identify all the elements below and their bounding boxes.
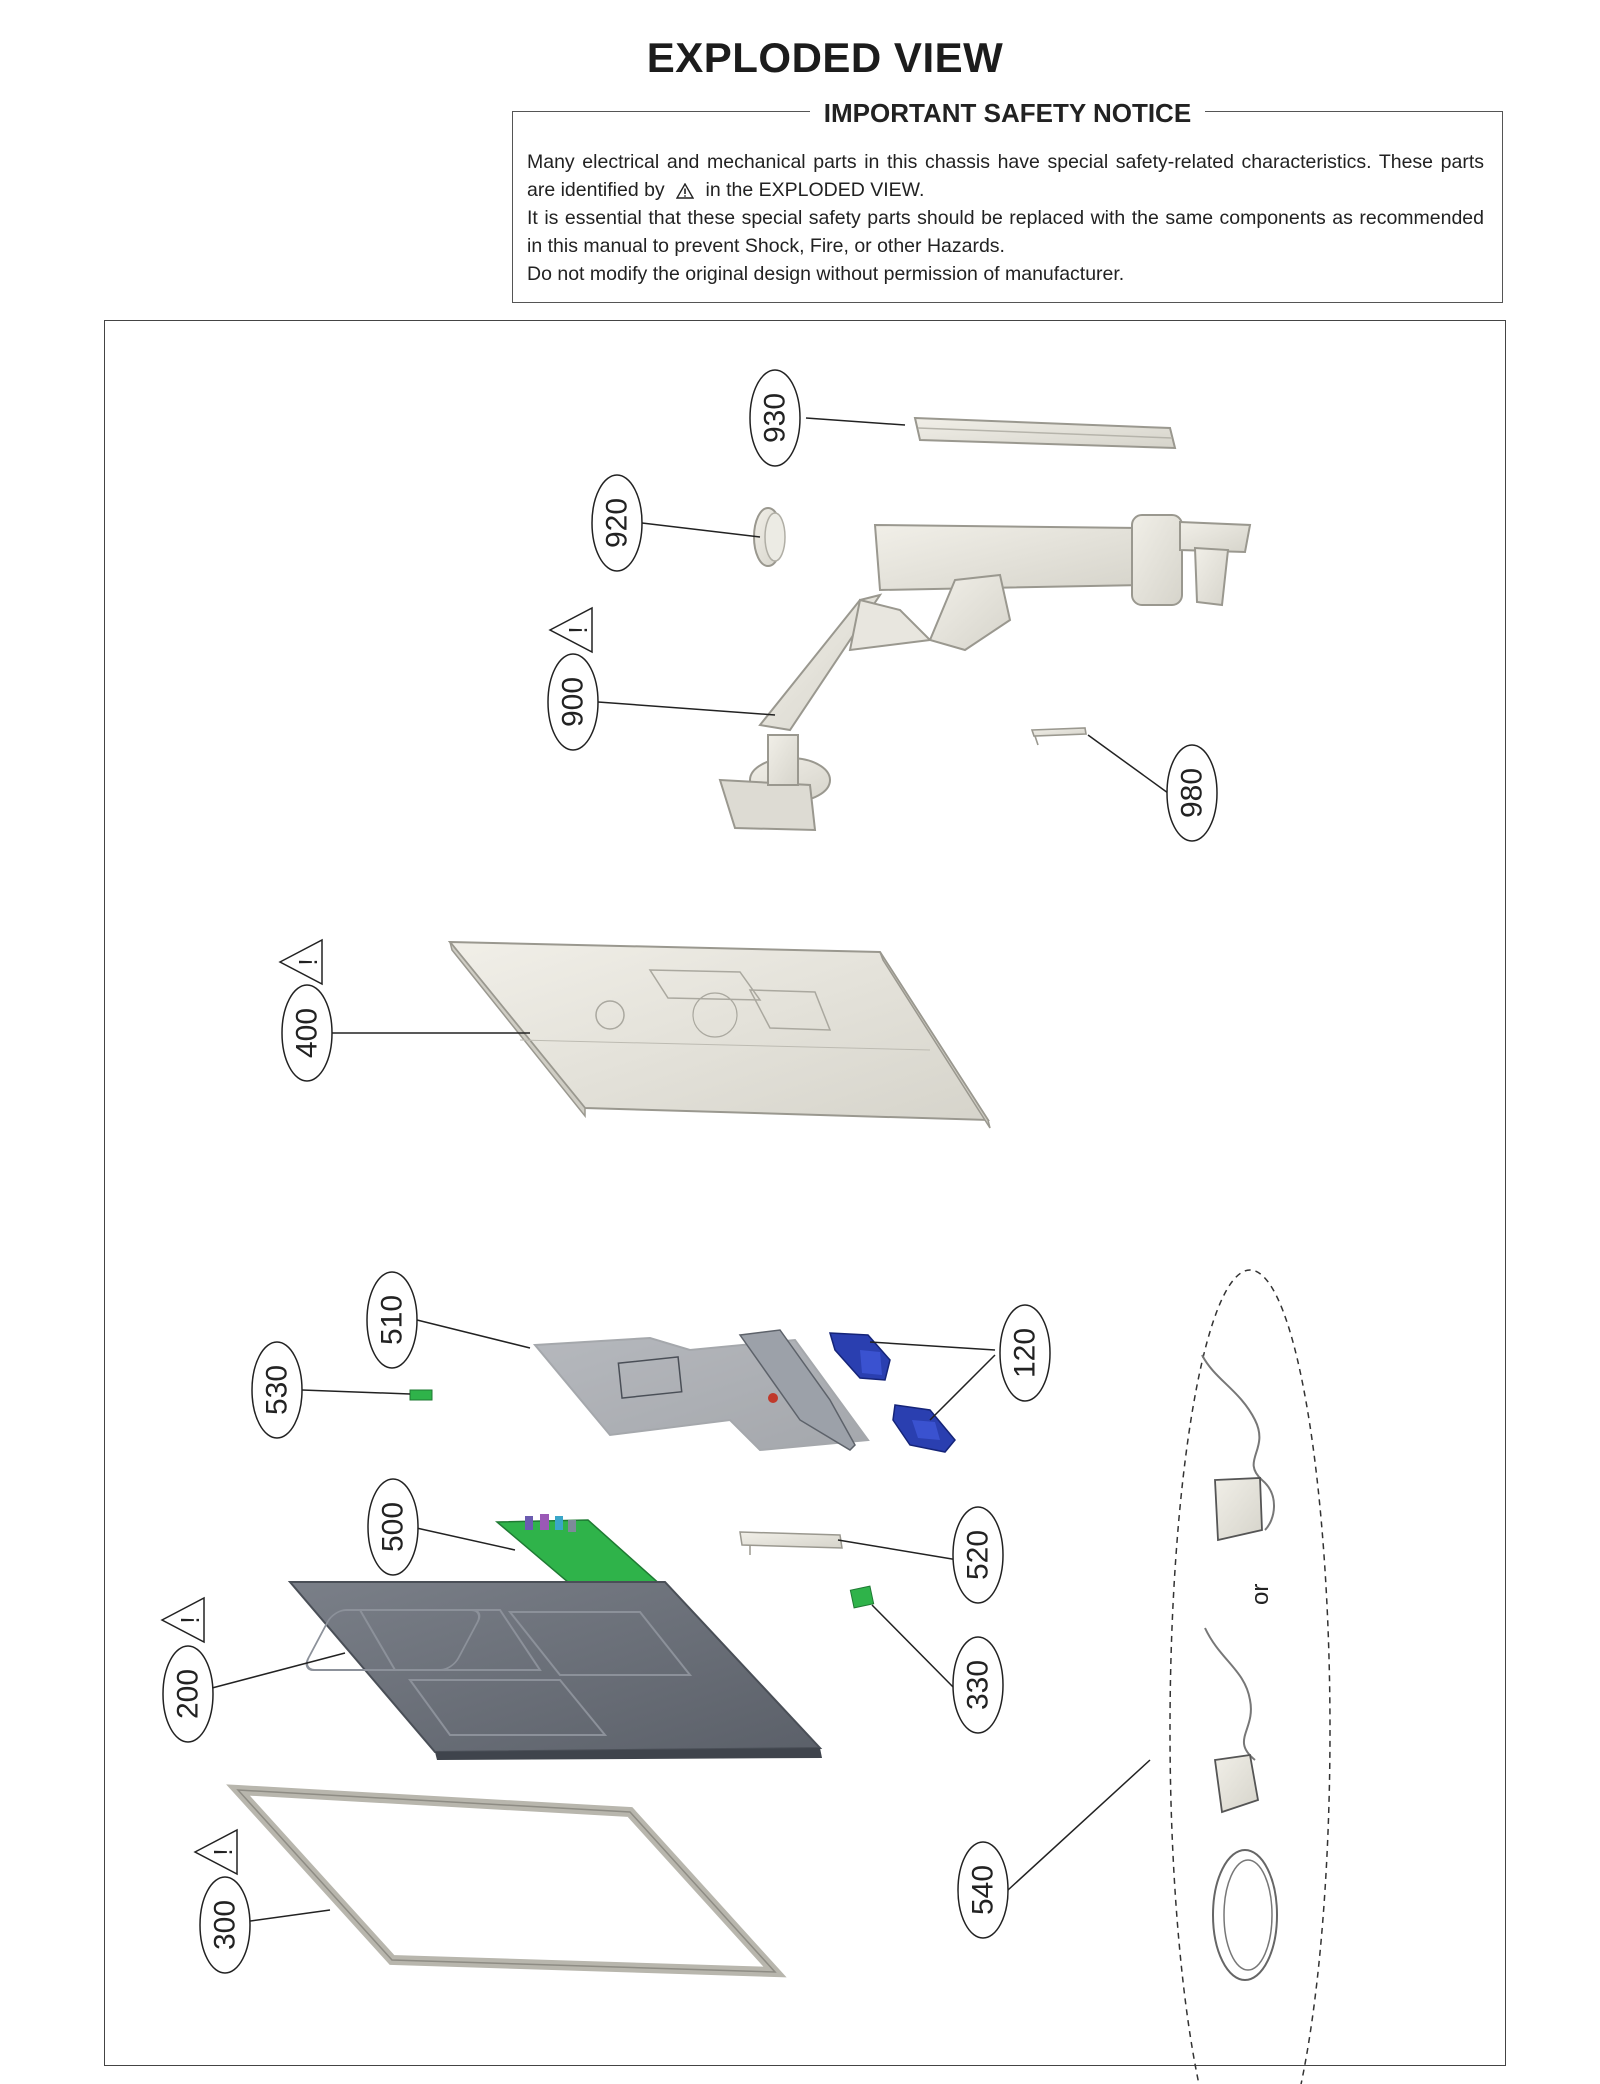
notice-paragraph-2: It is essential that these special safety parts should be replaced with the same components as recommended in this manual to prevent Shock, Fire, or other Hazards. xyxy=(527,207,1484,257)
leader-510 xyxy=(417,1320,530,1348)
callout-980 xyxy=(1167,745,1217,841)
callout-300 xyxy=(200,1877,250,1973)
callout-400 xyxy=(282,985,332,1081)
warning-triangle-icon xyxy=(195,1830,238,1874)
callout-number: 920 xyxy=(600,497,634,549)
safety-mark-glyph: ! xyxy=(293,958,323,966)
callout-number: 540 xyxy=(966,1864,1000,1916)
part-930-cover-drawing xyxy=(915,418,1175,448)
warning-triangle-icon xyxy=(162,1598,205,1642)
part-530-small-board-drawing xyxy=(410,1390,432,1400)
callout-number: 200 xyxy=(171,1668,205,1720)
part-300-frame-drawing xyxy=(238,1790,775,1972)
notice-line1-a: Many electrical and mechanical parts in this chassis have special safety-related characteristics. These parts are identified by xyxy=(527,151,1484,201)
callout-540 xyxy=(958,1842,1008,1938)
callout-200 xyxy=(163,1646,213,1742)
part-330-module-drawing xyxy=(850,1586,873,1608)
leader-500 xyxy=(412,1527,515,1550)
callout-number: 300 xyxy=(208,1899,242,1951)
warning-triangle-icon xyxy=(550,608,593,652)
leader-120a xyxy=(870,1342,995,1350)
part-520-bar-drawing xyxy=(740,1532,842,1555)
page-title: EXPLODED VIEW xyxy=(646,34,1004,81)
callout-number: 980 xyxy=(1175,767,1209,819)
callout-120 xyxy=(1000,1305,1050,1401)
callout-930 xyxy=(750,370,800,466)
or-label: or xyxy=(1247,1583,1274,1605)
callout-number: 520 xyxy=(961,1529,995,1581)
notice-paragraph-3: Do not modify the original design without permission of manufacturer. xyxy=(527,263,1125,285)
safety-mark-glyph: ! xyxy=(175,1616,205,1624)
leader-540 xyxy=(1008,1760,1150,1890)
callout-530 xyxy=(252,1342,302,1438)
callout-500 xyxy=(368,1479,418,1575)
safety-mark-glyph: ! xyxy=(208,1848,238,1856)
callout-920 xyxy=(592,475,642,571)
part-980-clip-drawing xyxy=(1032,728,1086,745)
callout-number: 500 xyxy=(376,1501,410,1553)
callout-number: 930 xyxy=(758,392,792,444)
leader-920 xyxy=(642,523,760,537)
leader-900 xyxy=(598,702,775,715)
leader-520 xyxy=(838,1540,958,1560)
part-510-bracket-drawing xyxy=(535,1330,868,1450)
callout-number: 900 xyxy=(556,676,590,728)
leader-300 xyxy=(243,1910,330,1922)
leader-120b xyxy=(930,1355,995,1420)
leader-980 xyxy=(1088,735,1168,793)
safety-mark-glyph: ! xyxy=(563,626,593,634)
callout-number: 530 xyxy=(260,1364,294,1416)
warning-triangle-icon xyxy=(280,940,323,984)
leader-330 xyxy=(872,1605,958,1692)
callout-900 xyxy=(548,654,598,750)
callout-330 xyxy=(953,1637,1003,1733)
callout-520 xyxy=(953,1507,1003,1603)
callout-number: 510 xyxy=(375,1294,409,1346)
callout-number: 120 xyxy=(1008,1327,1042,1379)
leader-930 xyxy=(806,418,905,425)
callout-510 xyxy=(367,1272,417,1368)
notice-line1-b: in the EXPLODED VIEW. xyxy=(705,179,925,201)
safety-notice-title: IMPORTANT SAFETY NOTICE xyxy=(810,98,1205,128)
callout-number: 330 xyxy=(961,1659,995,1711)
part-400-back-cover-drawing xyxy=(450,942,990,1128)
leader-530 xyxy=(302,1390,410,1394)
part-540-adapters-drawing xyxy=(1170,1270,1330,2084)
callout-number: 400 xyxy=(290,1007,324,1059)
part-200-panel-drawing xyxy=(290,1582,822,1760)
